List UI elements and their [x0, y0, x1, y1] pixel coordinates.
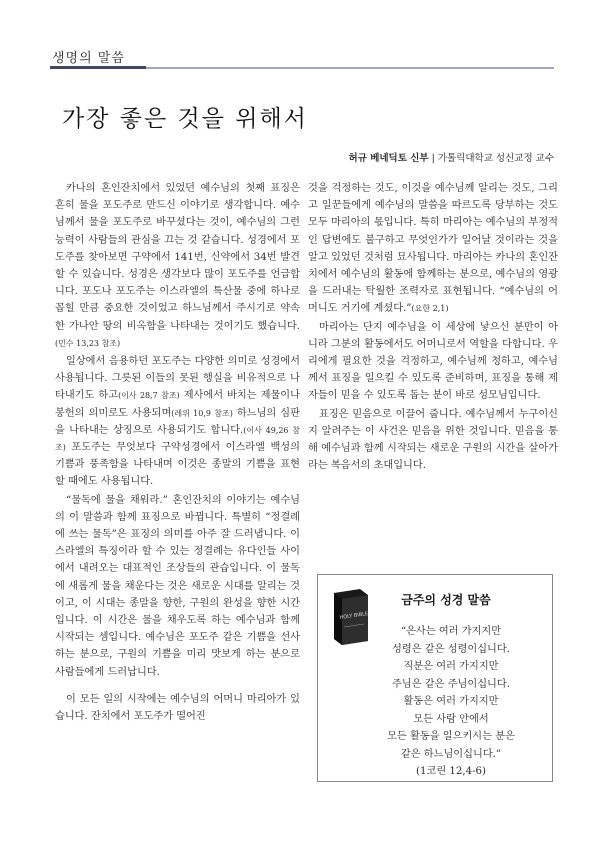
paragraph: [308, 180, 558, 318]
paragraph: 마리아는 단지 예수님을 이 세상에 낳으신 분만이 아니라 그분의 활동에서도 어머니로서 역할을 다합니다. 우리에게 필요한 것을 걱정하고, 예수님께 청하고, 예수님께서 표징을 일으킬 수 있도록 준비하며, 표징을 통해 제자들이 믿을 수 있도록 돕는 분이 바로 성모님입니다.: [308, 321, 558, 402]
citation: (이사 49,26 참조): [55, 425, 300, 453]
paragraph: [55, 180, 300, 352]
scripture-box: [317, 574, 553, 782]
verse-line: 직분은 여러 가지지만: [403, 661, 499, 672]
paragraph-text: 것을 걱정하는 것도, 이것을 예수님께 알리는 것도, 그리고 일꾼들에게 예수님의 말씀을 따르도록 당부하는 것도 모두 마리아의 몫입니다. 특히 마리아는 예수님의 부정적인 답변에도 불구하고 무엇인가가 일어날 것이라는 것을 알고 있었던 것처럼 묘사됩니다. 마리아는 카나의 혼인잔치에서 예수님의 활동에 함께하는 분으로, 예수님의 영광을 드러내는 탁월한 조력자로 표현됩니다. “예수님의 어머니도 거기에 계셨다.”: [308, 183, 558, 315]
paragraph-text: 제사에서 바치는 제물이나 봉헌의 의미로도 사용되며: [55, 390, 300, 419]
byline: [349, 150, 554, 164]
author-affiliation: | 가톨릭대학교 성신교정 교수: [431, 153, 554, 164]
bible-label: HOLY BIBLE: [339, 611, 369, 621]
section-label: 생명의 말씀: [52, 51, 125, 66]
article-column-left: [55, 180, 300, 726]
citation: (요한 2,1): [411, 304, 449, 314]
paragraph: 표징은 믿음으로 이끌어 줍니다. 예수님께서 누구이신지 알려주는 이 사건은 믿음을 위한 것입니다. 믿음을 통해 예수님과 함께 시작되는 새로운 구원의 시간을 살아가라는 복음서의 초대입니다.: [308, 408, 558, 472]
citation: (이사 28,7 참조): [118, 391, 180, 401]
verse-line: 모든 사람 안에서: [413, 713, 489, 725]
author-name: 허규 베네딕토 신부: [348, 153, 429, 164]
paragraph: [55, 353, 300, 491]
verse-text: [358, 623, 544, 781]
box-title: 금주의 성경 말씀: [401, 593, 491, 607]
paragraph-text: 일상에서 음용하던 포도주는 다양한 의미로 성경에서 사용됩니다. 그릇된 이들의 못된 행실을 비유적으로 나타내기도 하고: [55, 356, 300, 402]
citation: (레위 10,9 참조): [171, 408, 233, 418]
verse-reference: (1코린 12,4-6): [416, 766, 486, 777]
header-rule-accent: [50, 66, 146, 69]
header-rule: [146, 67, 554, 69]
paragraph: “물독에 물을 채워라.” 혼인잔치의 이야기는 예수님의 이 말씀과 함께 표징으로 바뀝니다. 특별히 “정결례에 쓰는 물독”은 표징의 의미를 아주 잘 드러냅니다. 이스라엘의 특징이라 할 수 있는 정결례는 유다인들 사이에서 내려오는 대표적인 조상들의 관습입니다. 이 물독에 새롭게 물을 채운다는 것은 새로운 시대를 알리는 것이고, 이 시대는 종말을 향한, 구원의 완성을 향한 시간입니다. 이 시간은 물을 채우도록 하는 예수님과 함께 시작되는 셈입니다. 예수님은 포도주 같은 기쁨을 선사하는 분으로, 구원의 기쁨을 미리 맛보게 하는 분으로 사람들에게 드러납니다.: [55, 494, 300, 678]
verse-line: “은사는 여러 가지지만: [400, 626, 502, 637]
verse-line: 같은 하느님이십니다.”: [400, 748, 502, 760]
verse-line: 모든 활동을 일으키시는 분은: [387, 731, 515, 742]
verse-line: 주님은 같은 주님이십니다.: [392, 678, 510, 690]
citation: (민수 13,23 참조): [55, 338, 121, 348]
article-column-right: [308, 180, 558, 475]
paragraph-text: 카나의 혼인잔치에서 있었던 예수님의 첫째 표징은 흔히 물을 포도주로 만드신 이야기로 생각합니다. 예수님께서 물을 포도주로 바꾸셨다는 것이, 예수님의 그런 능력이 사람들의 관심을 끄는 것 같습니다. 성경에서 포도주를 찾아보면 구약에서 141번, 신약에서 34번 발견할 수 있습니다. 성경은 생각보다 많이 포도주를 언급합니다. 포도나 포도주는 이스라엘의 특산물 중에 하나로 꼽힐 만큼 중요한 것이었고 하느님께서 주시기로 약속한 가나안 땅의 비옥함을 나타내는 것이기도 했습니다.: [55, 183, 300, 332]
paragraph: 이 모든 일의 시작에는 예수님의 어머니 마리아가 있습니다. 잔치에서 포도주가 떨어진: [55, 693, 300, 723]
paragraph-text: 포도주는 무엇보다 구약성경에서 이스라엘 백성의 기쁨과 풍족함을 나타내며 이것은 종말의 기쁨을 표현할 때에도 사용됩니다.: [55, 442, 300, 488]
paragraph-text: 하느님의 심판을 나타내는 상징으로 사용되기도 합니다.: [55, 407, 300, 436]
verse-line: 활동은 여러 가지지만: [403, 696, 499, 707]
verse-line: 성령은 같은 성령이십니다.: [392, 643, 510, 655]
article-title: 가장 좋은 것을 위해서: [62, 106, 308, 132]
